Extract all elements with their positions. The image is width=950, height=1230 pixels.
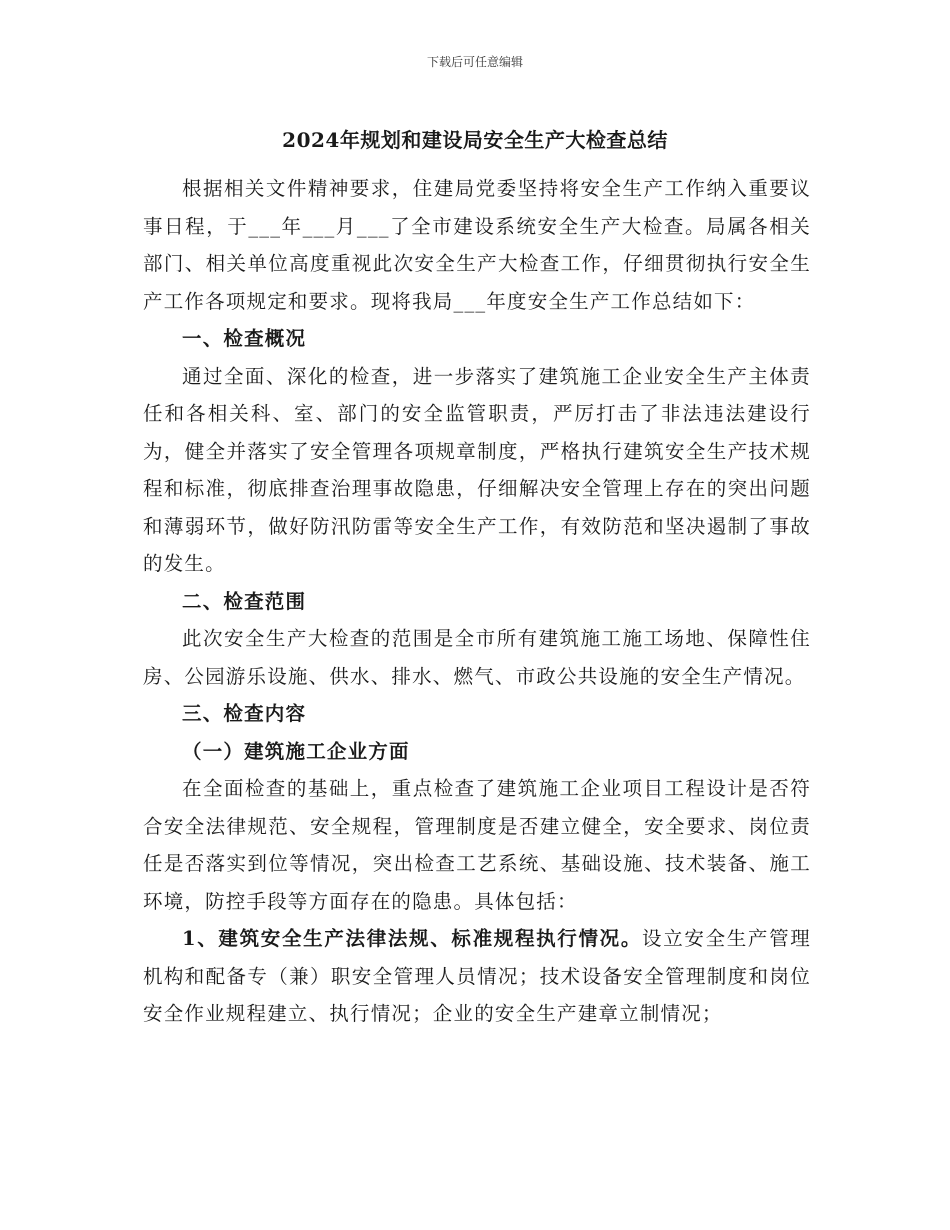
section-2-heading: 二、检查范围 [182,589,307,613]
section-1-paragraph: 通过全面、深化的检查，进一步落实了建筑施工企业安全生产主体责任和各相关科、室、部门的安全监管职责，严厉打击了非法违法建设行为，健全并落实了安全管理各项规章制度，严格执行建筑安全生产技术规程和标准，彻底排查治理事故隐患，仔细解决安全管理上存在的突出问题和薄弱环节，做好防汛防雷等安全生产工作，有效防范和坚决遏制了事故的发生。 [143,364,811,575]
document-body [143,170,811,1033]
subsection-1-heading: （一）建筑施工企业方面 [182,739,410,763]
item-1-paragraph [143,920,811,1033]
item-1-lead: 1、建筑安全生产法律法规、标准规程执行情况。 [182,927,643,950]
item-1-text: 设立安全生产管理机构和配备专（兼）职安全管理人员情况；技术设备安全管理制度和岗位安全作业规程建立、执行情况；企业的安全生产建章立制情况； [143,927,811,1025]
header-note: 下载后可任意编辑 [426,55,523,69]
subsection-1-paragraph: 在全面检查的基础上，重点检查了建筑施工企业项目工程设计是否符合安全法律规范、安全规程，管理制度是否建立健全，安全要求、岗位责任是否落实到位等情况，突出检查工艺系统、基础设施、技术装备、施工环境，防控手段等方面存在的隐患。具体包括： [143,777,811,913]
document-title: 2024年规划和建设局安全生产大检查总结 [282,128,668,152]
section-2-paragraph: 此次安全生产大检查的范围是全市所有建筑施工施工场地、保障性住房、公园游乐设施、供水、排水、燃气、市政公共设施的安全生产情况。 [143,627,811,688]
section-1-heading: 一、检查概况 [182,327,307,350]
intro-paragraph: 根据相关文件精神要求，住建局党委坚持将安全生产工作纳入重要议事日程，于___年___月___了全市建设系统安全生产大检查。局属各相关部门、相关单位高度重视此次安全生产大检查工作，仔细贯彻执行安全生产工作各项规定和要求。现将我局___年度安全生产工作总结如下： [143,177,811,313]
section-3-heading: 三、检查内容 [182,702,307,725]
